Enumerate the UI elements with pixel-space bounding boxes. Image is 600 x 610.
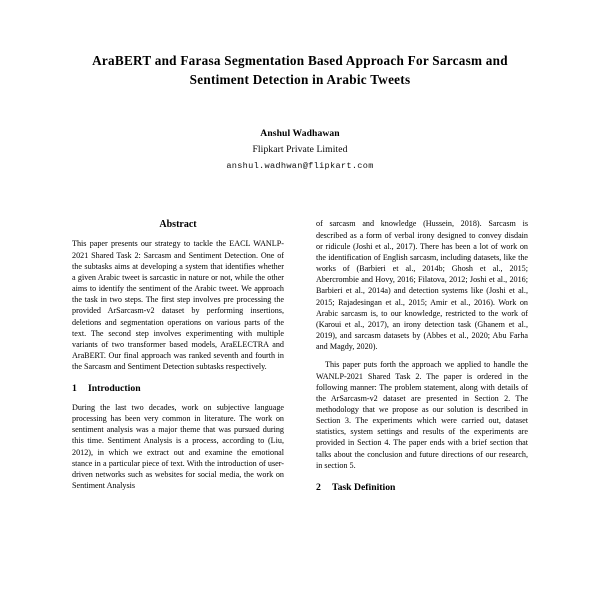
page-title: AraBERT and Farasa Segmentation Based Approach For Sarcasm and Sentiment Detection in Arabic Tweets (92, 53, 508, 87)
section-title: Task Definition (332, 481, 396, 493)
section-number: 2 (316, 481, 321, 493)
author-name: Anshul Wadhawan (260, 128, 340, 140)
paragraph: During the last two decades, work on subjective language processing has been very common in literature. The work on sentiment analysis was a major theme that was pursued during this time. Sentiment Analysis is a process, according to (Liu, 2012), in which we extract out and examine the emotional stance in a particular piece of text. With the introduction of user-driven networks such as websites for social media, the work on Sentiment Analysis (72, 402, 284, 491)
title-block (72, 0, 528, 173)
abstract-body: This paper presents our strategy to tackle the EACL WANLP-2021 Shared Task 2: Sarcasm and Sentiment Detection. One of the subtasks aims at developing a system that identifies whether a given Arabic tweet is sarcastic in nature or not, while the other aims to identify the sentiment of the Arabic tweet. We approach the task in two steps. The first step involves pre processing the provided ArSarcasm-v2 dataset by performing insertions, deletions and segmentation operations on various parts of the text. The second step involves experimenting with multiple variants of two transformer based models, AraELECTRA and AraBERT. Our final approach was ranked seventh and fourth in the Sarcasm and Sentiment Detection subtasks respectively. (72, 239, 284, 372)
spacer (316, 471, 528, 482)
paragraph: This paper puts forth the approach we applied to handle the WANLP-2021 Shared Task 2. The paper is ordered in the following manner: The problem statement, along with details of the ArSarcasm-v2 dataset are presented in Section 2. The methodology that we propose as our solution is described in Section 3. The experiments which were carried out, dataset statistics, system settings and results of the experiments are provided in Section 4. The paper ends with a brief section that talks about the conclusion and future directions of our research, in section 5. (316, 360, 528, 470)
section-heading-introduction (72, 383, 284, 396)
two-column-body (72, 218, 528, 610)
paragraph: of sarcasm and knowledge (Hussein, 2018). Sarcasm is described as a form of verbal irony designed to convey disdain or ridicule (Joshi et al., 2017). There has been a lot of work on the identification of English sarcasm, including datasets, like the works of (Barbieri et al., 2014b; Ghosh et al., 2015; Abercrombie and Hovy, 2016; Filatova, 2012; Joshi et al., 2016; Barbieri et al., 2014a) and detection systems like (Joshi et al., 2015; Rajadesingan et al., 2015; Amir et al., 2016). Work on Arabic sarcasm is, to our knowledge, restricted to the work of (Karoui et al., 2017), an irony detection task (Ghanem et al., 2019), and sarcasm datasets by (Abbes et al., 2020; Abu Farha and Magdy, 2020). (316, 219, 528, 352)
abstract-heading: Abstract (159, 219, 197, 231)
author-email: anshul.wadhwan@flipkart.com (226, 160, 374, 171)
spacer (72, 372, 284, 383)
author-block (72, 127, 528, 173)
right-column (316, 218, 528, 610)
section-heading-task-definition (316, 482, 528, 495)
section-title: Introduction (88, 383, 141, 395)
spacer (316, 352, 528, 359)
section-number: 1 (72, 383, 77, 395)
author-affiliation: Flipkart Private Limited (252, 143, 348, 155)
left-column (72, 218, 284, 610)
